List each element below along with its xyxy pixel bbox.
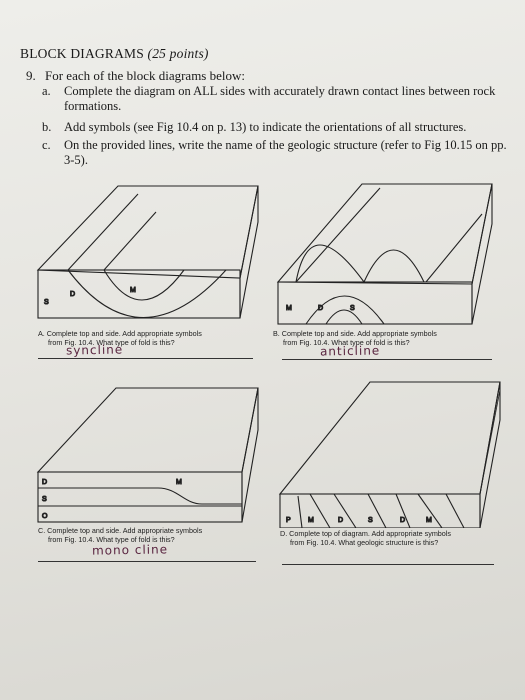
contact-line bbox=[68, 194, 138, 270]
rock-label: S bbox=[42, 496, 47, 503]
block-diagram-b bbox=[268, 180, 508, 330]
instruction-label: b. bbox=[42, 120, 52, 134]
instruction-line: 3-5). bbox=[64, 153, 88, 167]
fold-contact bbox=[68, 270, 226, 318]
monocline-contact bbox=[38, 488, 242, 504]
answer-b: anticline bbox=[319, 343, 381, 359]
instruction-b bbox=[42, 120, 467, 135]
caption-line: from Fig. 10.4. What geologic structure is this? bbox=[290, 537, 439, 547]
instruction-line: Add symbols (see Fig 10.4 on p. 13) to indicate the orientations of all structures. bbox=[64, 120, 467, 134]
instruction-a bbox=[42, 84, 496, 114]
block-diagram-a bbox=[30, 180, 270, 330]
points-text: (25 points) bbox=[147, 46, 209, 61]
fold-contact bbox=[364, 250, 424, 282]
rock-label: D bbox=[338, 517, 344, 524]
question-number: 9. bbox=[26, 68, 36, 83]
rock-label: P bbox=[286, 517, 291, 524]
caption-line: from Fig. 10.4. What type of fold is this? bbox=[283, 337, 410, 347]
caption-line: D. Complete top of diagram. Add appropriate symbols bbox=[280, 529, 451, 538]
rock-label: M bbox=[130, 287, 136, 294]
fold-contact bbox=[326, 310, 362, 324]
answer-c: mono cline bbox=[91, 542, 169, 558]
instruction-c bbox=[42, 138, 507, 168]
instruction-line: Complete the diagram on ALL sides with accurately drawn contact lines between rock bbox=[64, 84, 496, 98]
contact-line bbox=[104, 212, 156, 270]
bed-contact bbox=[298, 496, 302, 528]
block-front bbox=[278, 282, 472, 324]
caption-line: from Fig. 10.4. What type of fold is this? bbox=[48, 337, 175, 347]
bed-contact bbox=[446, 494, 464, 528]
caption-line: B. Complete top and side. Add appropriate symbols bbox=[273, 329, 437, 338]
caption-line: from Fig. 10.4. What type of fold is this? bbox=[48, 534, 175, 544]
fold-contact bbox=[296, 245, 364, 282]
block-top bbox=[280, 382, 500, 494]
block-top bbox=[38, 388, 258, 472]
question-text: For each of the block diagrams below: bbox=[45, 68, 245, 83]
answer-line-c bbox=[38, 561, 256, 562]
page-title bbox=[20, 46, 209, 62]
answer-a: syncline bbox=[65, 342, 124, 358]
rock-label: M bbox=[286, 305, 292, 312]
block-diagram-d bbox=[274, 376, 514, 528]
block-top bbox=[278, 184, 492, 284]
block-side bbox=[240, 186, 258, 318]
caption-d bbox=[280, 530, 451, 547]
instruction-label: a. bbox=[42, 84, 51, 98]
rock-label: S bbox=[368, 517, 373, 524]
answer-line-b bbox=[282, 359, 492, 360]
instruction-line: On the provided lines, write the name of the geologic structure (refer to Fig 10.15 on pp. bbox=[64, 138, 507, 152]
block-top bbox=[38, 186, 258, 278]
rock-label: D bbox=[70, 291, 76, 298]
contact-line bbox=[296, 188, 380, 282]
block-diagram-c bbox=[30, 380, 270, 530]
contact-line bbox=[426, 214, 482, 282]
answer-line-d bbox=[282, 564, 494, 565]
rock-label: D bbox=[42, 479, 48, 486]
instruction-label: c. bbox=[42, 138, 51, 152]
block-side bbox=[242, 388, 258, 522]
side-contact bbox=[480, 390, 500, 494]
block-side bbox=[472, 184, 492, 324]
rock-label: S bbox=[44, 299, 49, 306]
answer-line-a bbox=[38, 358, 253, 359]
question-prompt bbox=[26, 68, 245, 84]
caption-c bbox=[38, 527, 202, 544]
block-front bbox=[38, 472, 242, 522]
title-text: BLOCK DIAGRAMS bbox=[20, 46, 144, 61]
instruction-line: formations. bbox=[64, 99, 122, 113]
caption-line: A. Complete top and side. Add appropriate symbols bbox=[38, 329, 202, 338]
rock-label: M bbox=[308, 517, 314, 524]
rock-label: O bbox=[42, 513, 48, 520]
rock-label: M bbox=[176, 479, 182, 486]
rock-label: S bbox=[350, 305, 355, 312]
rock-label: D bbox=[400, 517, 406, 524]
rock-label: M bbox=[426, 517, 432, 524]
rock-label: D bbox=[318, 305, 324, 312]
caption-line: C. Complete top and side. Add appropriate symbols bbox=[38, 526, 203, 535]
